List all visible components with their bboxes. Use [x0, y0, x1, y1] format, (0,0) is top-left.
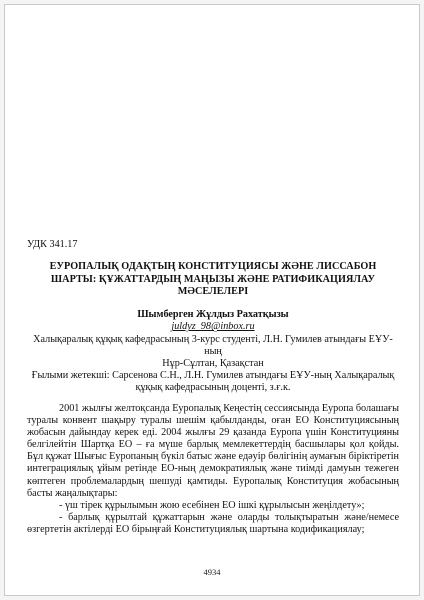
author-affiliation: Халықаралық құқық кафедрасының 3-курс студенті, Л.Н. Гумилев атындағы ЕҰУ-ның	[33, 333, 393, 357]
udk-code: УДК 341.17	[27, 239, 78, 250]
page-number: 4934	[203, 567, 221, 577]
body-paragraph: 2001 жылғы желтоқсанда Еуропалық Кеңестің сессиясында Еуропа болашағы туралы конвент шақыру туралы шешім қабылданды, оған ЕО Конституциясының жобасын дайындау керек еді. 2004 жылғы 29 қазанда Еуропа үшін Конституцияны белгілейтін Шартқа ЕО – ға мүше барлық мемлекеттердің басшылары қол қойды. Бұл құжат Шығыс Еуропаның бүкіл батыс және едәуір бөлігінің аумағын біріктіретін интеграциялық ұйым ретінде ЕО-ның демократиялық және тиімді дамуын тежеген көптеген проблемалардың шешуді қамтиды. Еуропалық Конституция жобасының басты жаңалықтары:	[27, 402, 399, 499]
article-content	[27, 239, 399, 536]
list-item: - үш тірек құрылымын жою есебінен ЕО ішкі құрылысын жеңілдету»;	[59, 499, 365, 511]
supervisor-info: Ғылыми жетекші: Сарсенова С.Н., Л.Н. Гумилев атындағы ЕҰУ-ның Халықаралық құқық кафедрасының доценті, з.ғ.к.	[31, 369, 395, 393]
author-city: Нұр-Сұлтан, Қазақстан	[162, 357, 264, 369]
author-email[interactable]: juldyz_98@inbox.ru	[171, 321, 255, 333]
author-name: Шымберген Жұлдыз Рахатқызы	[137, 309, 289, 321]
document-page	[4, 4, 420, 596]
article-title: ЕУРОПАЛЫҚ ОДАҚТЫҢ КОНСТИТУЦИЯСЫ ЖӘНЕ ЛИССАБОН ШАРТЫ: ҚҰЖАТТАРДЫҢ МАҢЫЗЫ ЖӘНЕ РАТИФИКАЦИЯЛАУ МӘСЕЛЕЛЕРІ	[49, 261, 377, 297]
list-item: - барлық құрылтай құжаттарын және оларды толықтыратын және/немесе өзгертетін актілерді ЕО бірыңғай Конституциялық шартына кодификациялау;	[27, 511, 399, 535]
